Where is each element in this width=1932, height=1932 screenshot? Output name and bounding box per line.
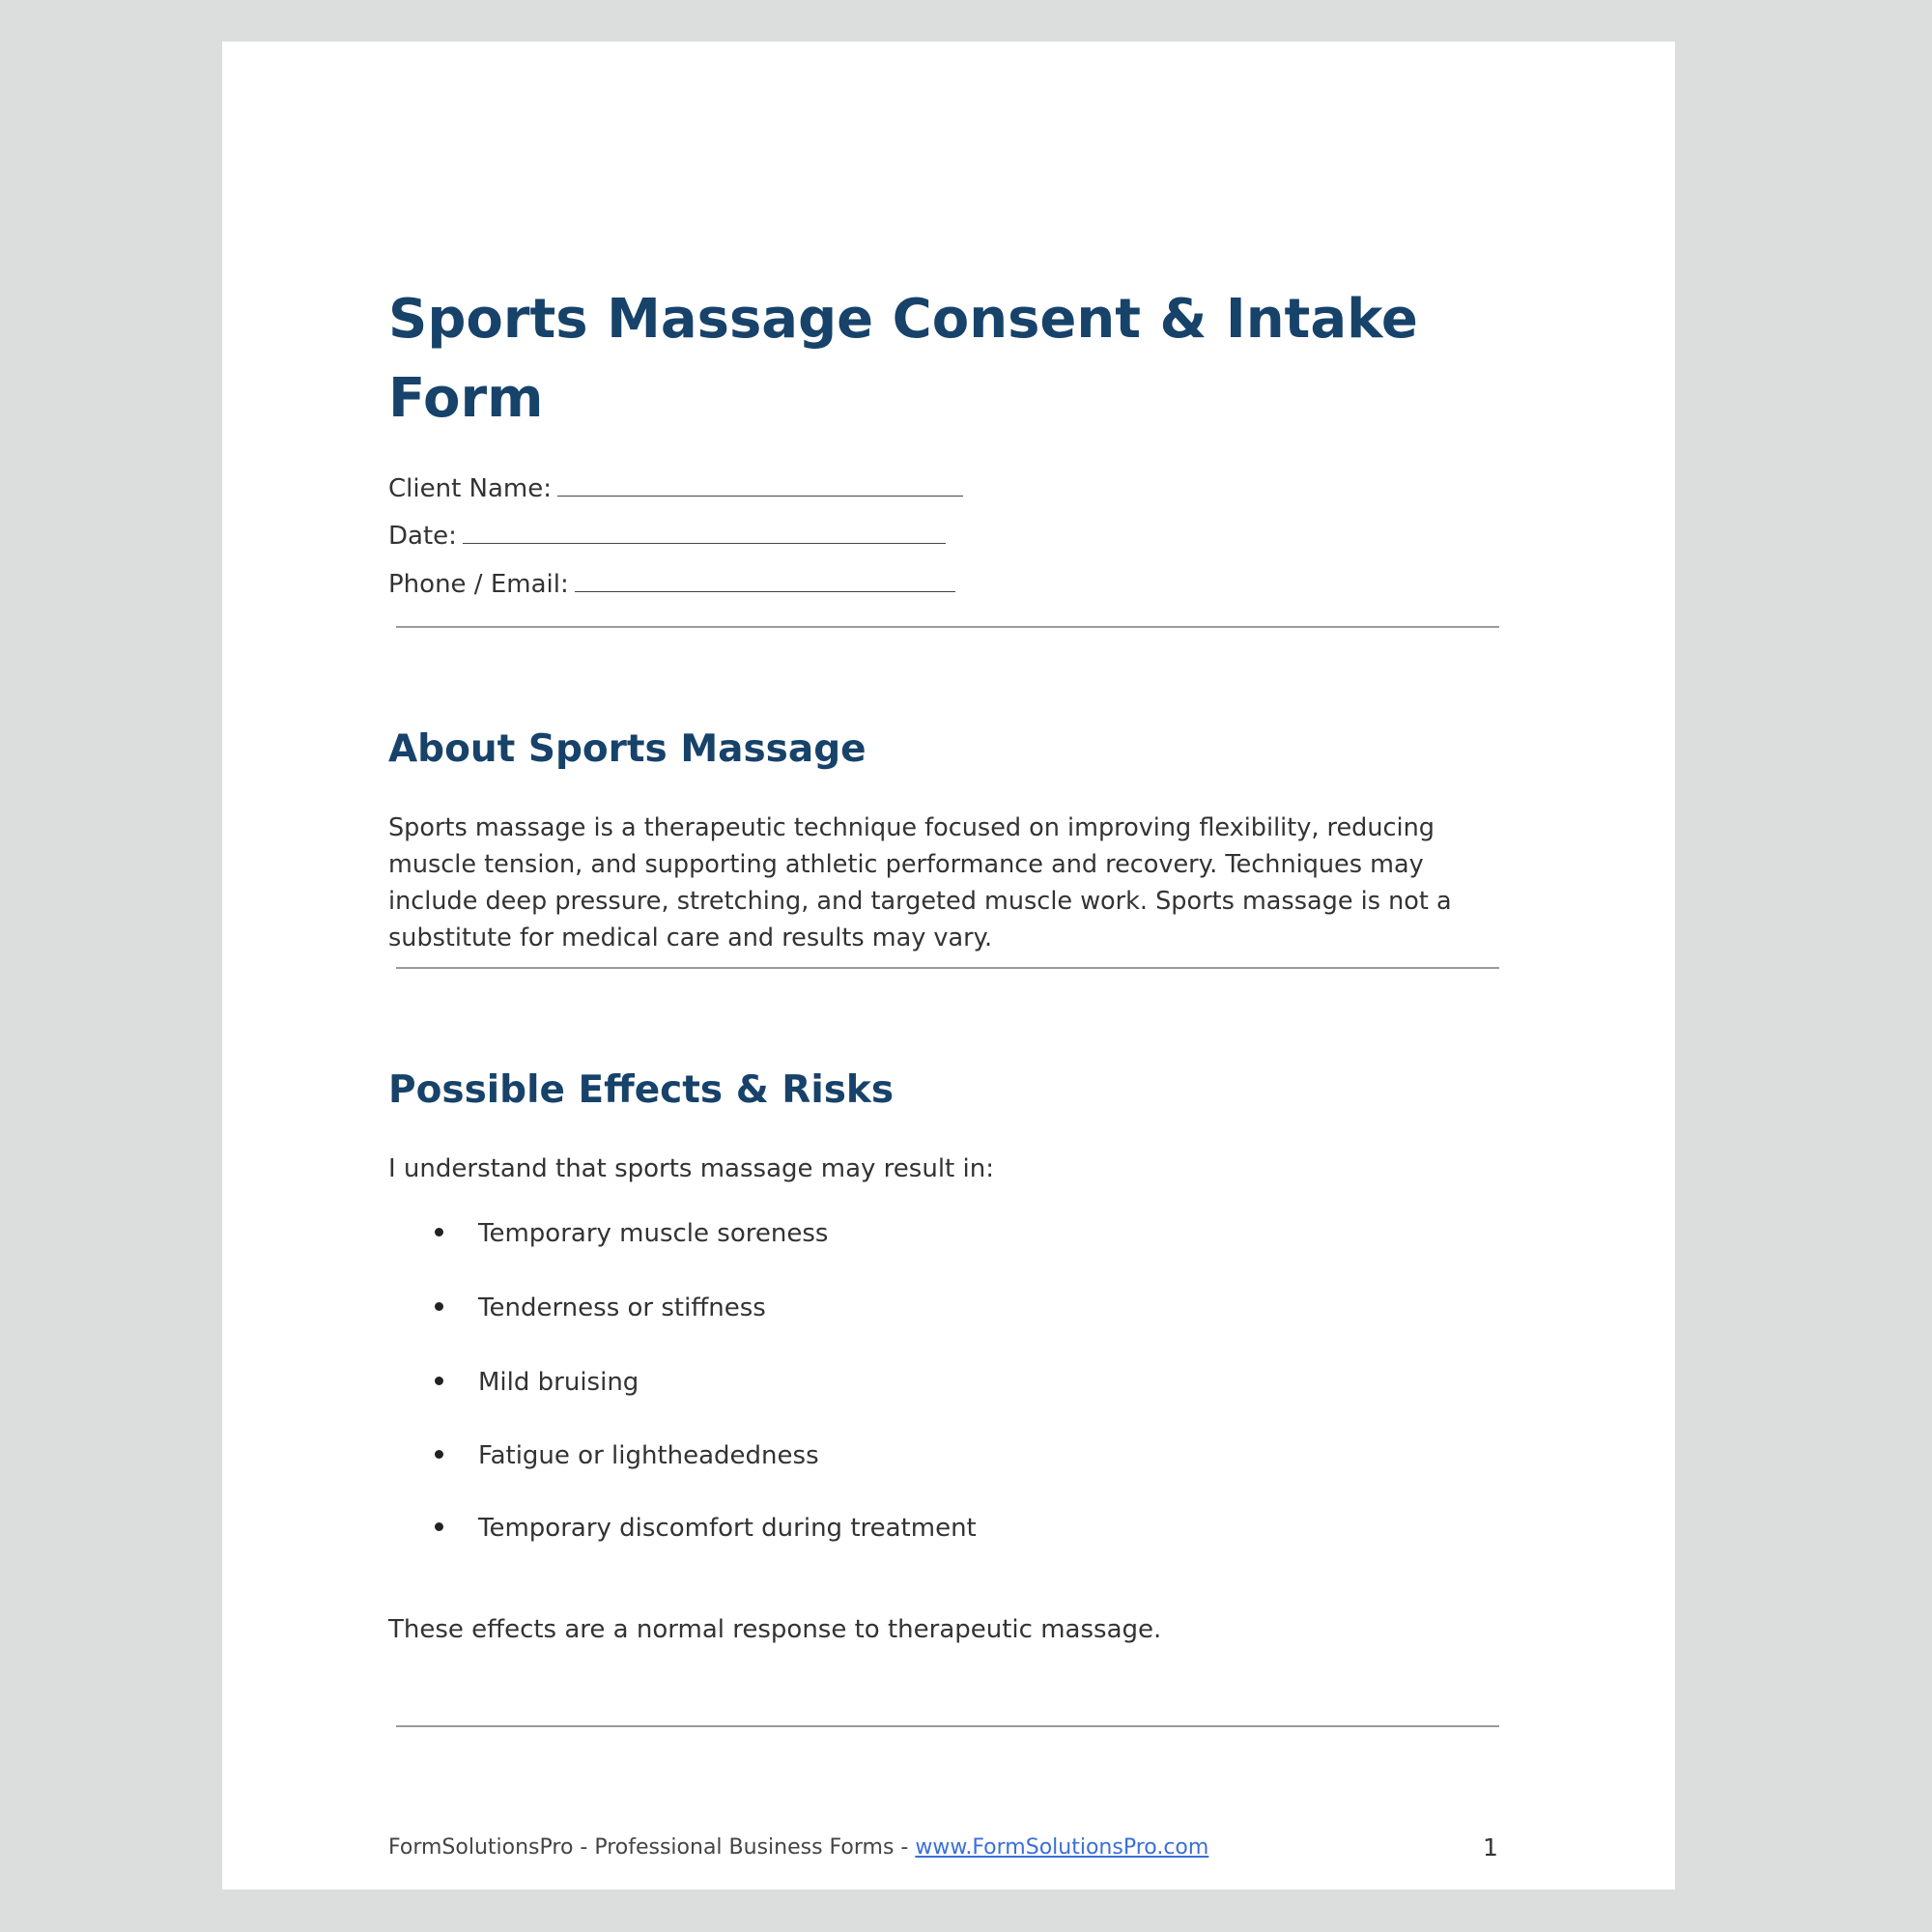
phone-email-field[interactable] [388,570,955,599]
divider [396,626,1499,628]
bullet-icon [435,1302,443,1311]
footer [388,1835,1208,1860]
client-name-label: Client Name: [388,474,552,503]
bullet-icon [435,1377,443,1385]
list-item: Temporary discomfort during treatment [435,1514,977,1543]
phone-email-blank[interactable] [575,570,955,592]
risks-heading: Possible Effects & Risks [388,1068,895,1112]
bullet-icon [435,1522,443,1531]
phone-email-label: Phone / Email: [388,570,569,599]
list-item: Mild bruising [435,1368,639,1397]
list-item: Temporary muscle soreness [435,1219,828,1248]
about-paragraph: Sports massage is a therapeutic technique focused on improving flexibility, reducing muscle tension, and supporting athletic performance and recovery. Techniques may include deep pressure, stretching, and targeted muscle work. Sports massage is not a substitute for medical care and results may vary. [388,813,1452,952]
document-page [222,42,1675,1889]
date-blank[interactable] [463,522,946,544]
client-name-blank[interactable] [557,474,963,497]
footer-text: FormSolutionsPro - Professional Business Forms - [388,1835,916,1860]
divider [396,967,1499,969]
about-heading: About Sports Massage [388,727,867,771]
page-title: Sports Massage Consent & Intake Form [388,288,1418,430]
list-item: Fatigue or lightheadedness [435,1441,819,1470]
date-label: Date: [388,522,457,551]
footer-divider [396,1725,1499,1727]
date-field[interactable] [388,522,946,551]
page-number: 1 [1483,1833,1498,1861]
client-name-field[interactable] [388,474,963,503]
bullet-icon [435,1450,443,1459]
list-item: Tenderness or stiffness [435,1293,766,1322]
risks-intro: I understand that sports massage may result in: [388,1154,994,1183]
footer-link[interactable]: www.FormSolutionsPro.com [915,1835,1209,1860]
risks-closing: These effects are a normal response to therapeutic massage. [388,1615,1162,1644]
bullet-icon [435,1228,443,1236]
